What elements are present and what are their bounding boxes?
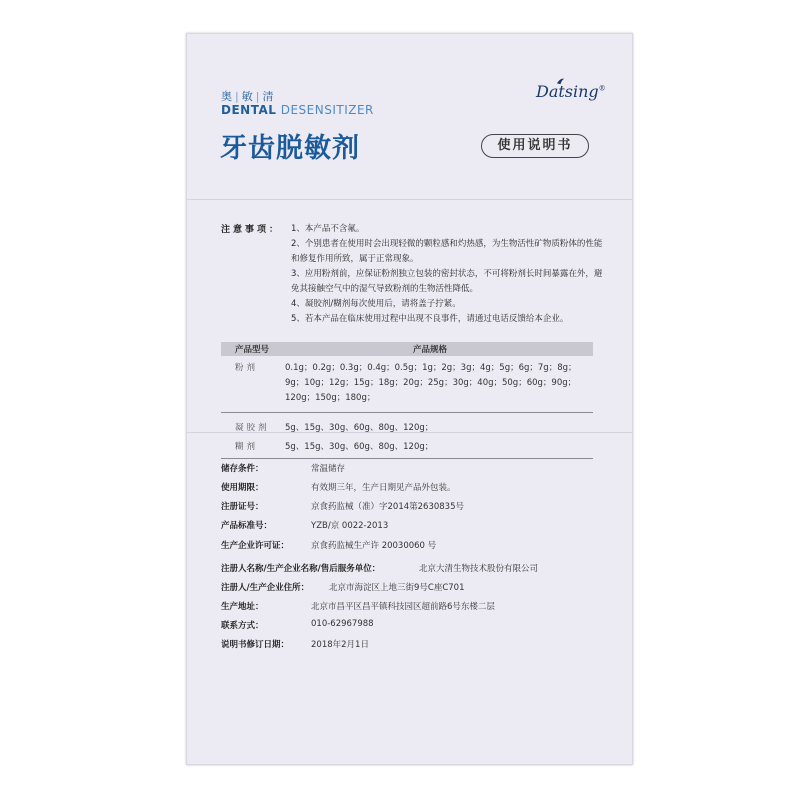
brand-chinese-name: 奥 | 敏 | 清 [221, 90, 275, 103]
header-model: 产品型号 [235, 345, 270, 355]
table-divider [221, 458, 593, 459]
header-spec: 产品规格 [413, 345, 448, 355]
row-name: 粉剂 [235, 363, 259, 373]
product-english-name: DENTAL DESENSITIZER [221, 103, 374, 117]
manual-badge: 使用说明书 [481, 134, 589, 158]
notes-list [291, 222, 603, 327]
product-title: 牙齿脱敏剂 [220, 133, 360, 164]
note-item: 1、本产品不含氟。 [291, 224, 365, 234]
note-item: 2、个别患者在使用时会出现轻微的颗粒感和灼热感，为生物活性矿物质粉体的性能和修复作用所致，属于正常现象。 [291, 239, 603, 264]
notes-heading: 注意事项： [221, 225, 282, 235]
note-item: 5、若本产品在临床使用过程中出现不良事件，请通过电话反馈给本企业。 [291, 314, 569, 324]
row-values: 5g、15g、30g、60g、80g、120g； [285, 423, 434, 433]
row-values: 0.1g；0.2g；0.3g；0.4g；0.5g；1g；2g；3g；4g；5g；6g；7g；8g；9g；10g；12g；15g；18g；20g；25g；30g；40g；50g；60g；90g；120g；150g；180g； [285, 363, 577, 403]
fold-line [187, 199, 632, 200]
note-item: 3、应用粉剂前，应保证粉剂独立包装的密封状态，不可将粉剂长时间暴露在外，避免其接触空气中的湿气导致粉剂的生物活性降低。 [291, 269, 603, 294]
company-logo: Datsing® [536, 82, 606, 101]
row-name: 糊剂 [235, 442, 259, 452]
spec-table-header [221, 342, 593, 356]
row-name: 凝胶剂 [235, 423, 270, 433]
note-item: 4、凝胶剂/糊剂每次使用后，请将盖子拧紧。 [291, 299, 461, 309]
instruction-sheet: 奥 | 敏 | 清 DENTAL DESENSITIZER 牙齿脱敏剂 Datsing® 使用说明书 注意事项： 1、本产品不含氟。 2、个别患者在使用时会出现轻微的颗粒感和灼热感，为生物活性矿物质粉体的性能和修复作用所致，属于正常现象。 3、应用粉剂前，应保证粉剂独立包装的密封状态，不可将粉剂长时间暴露在外，避免其接触空气中的湿气导致粉剂的生物活性降低。 4、凝胶剂/糊剂每次使用后，请将盖子拧紧。 5、若本产品在临床使用过程中出现不良事件，请通过电话反馈给本企业。 产品型号 产品规格 粉剂 0.1g；0.2g；0.3g；0.4g；0.5g；1g；2g；3g；4g；5g；6g；7g；8g；9g；10g；12g；15g；18g；20g；25g；30g；40g；50g；60g；90g；120g；150g；180g； 凝胶剂 5g、15g、30g、60g、80g、120g； 糊剂 5g、15g、30g、60g、80g、120g； 储存条件： 常温储存 使用期限： 有效期三年，生产日期见产品外包装。 注册证号： 京食药监械（准）字2014第2630835号 产品标准号： YZB/京 0022-2013 生产企业许可证： 京食药监械生产许 20030060 号 注册人名称/生产企业名称/售后服务单位： 北京大清生物技术股份有限公司 注册人/生产企业住所： 北京市海淀区上地三街9号C座C701 生产地址： 北京市昌平区昌平镇科技园区超前路6号东楼二层 联系方式： 010-62967988 说明书修订日期： 2018年2月1日 [186, 33, 633, 765]
row-values: 5g、15g、30g、60g、80g、120g； [285, 442, 434, 452]
table-divider [221, 412, 593, 413]
